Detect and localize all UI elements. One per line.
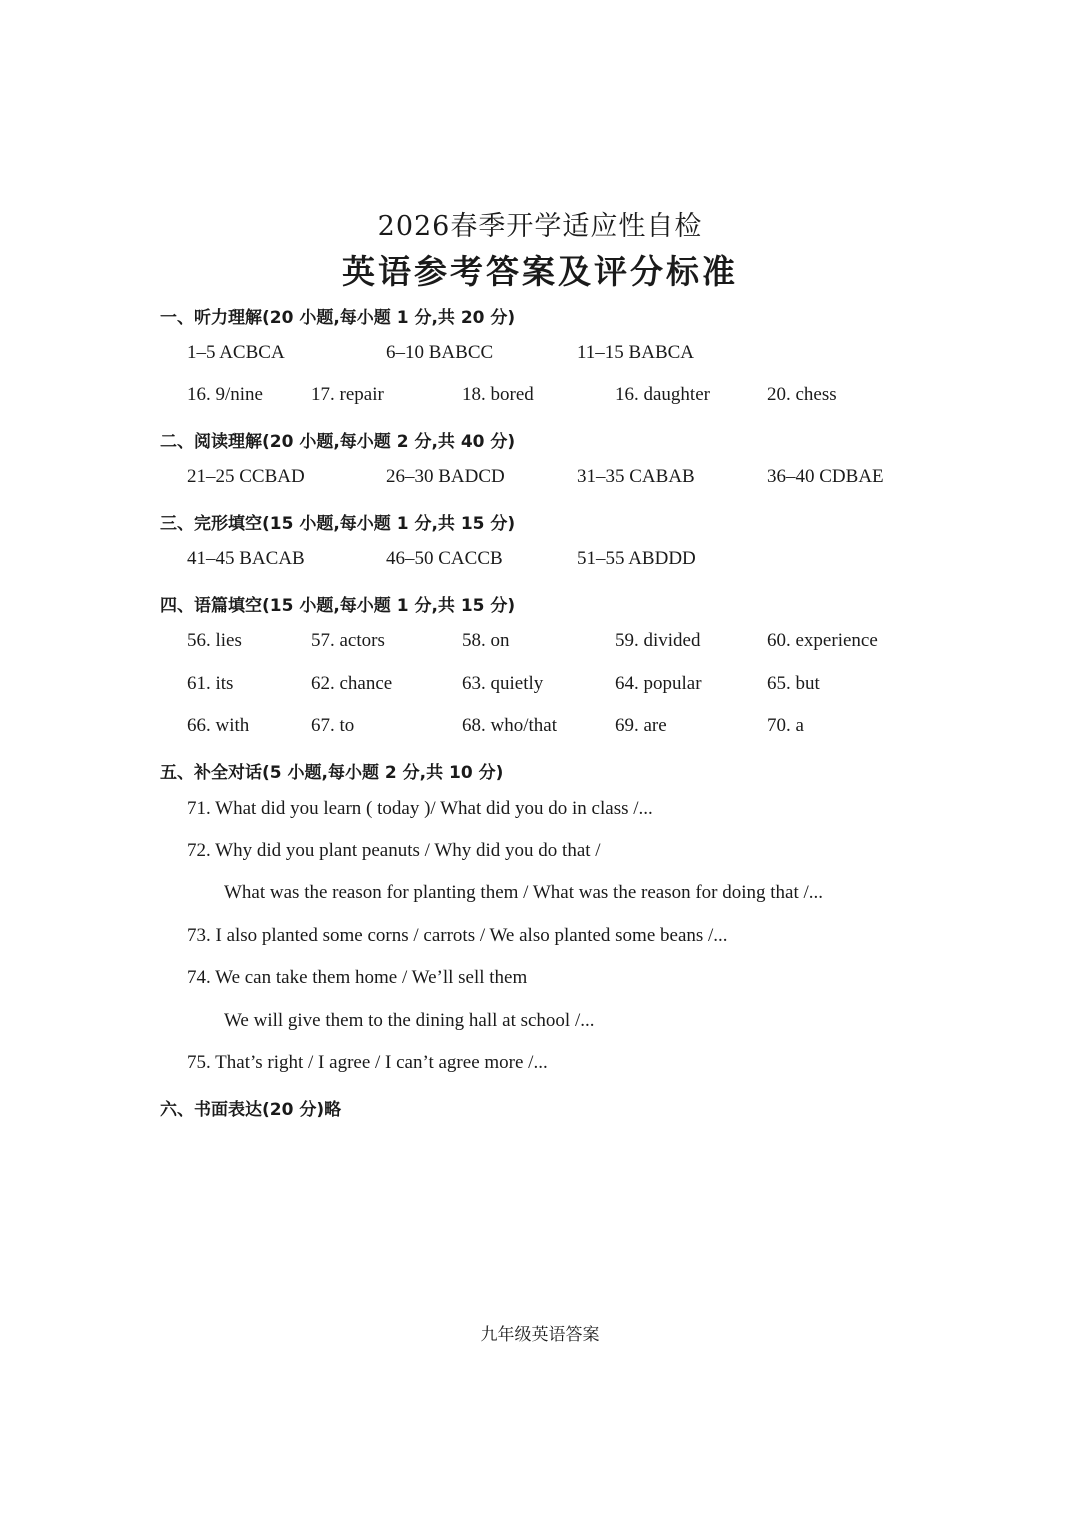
answer-item: 62. chance	[311, 673, 393, 694]
passage-fill-row-2	[0, 673, 1080, 703]
answer-group: 6–10 BABCC	[386, 342, 494, 363]
answer-item: 17. repair	[311, 384, 384, 405]
answer-group: 46–50 CACCB	[386, 548, 503, 569]
section-heading-passage-fill: 四、语篇填空(15 小题,每小题 1 分,共 15 分)	[160, 596, 516, 616]
answer-item: 69. are	[615, 715, 667, 736]
answer-group: 51–55 ABDDD	[577, 548, 696, 569]
answer-item: 64. popular	[615, 673, 702, 694]
answer-item: 61. its	[187, 673, 234, 694]
dialogue-answer-74: 74. We can take them home / We’ll sell them	[187, 967, 528, 988]
answer-item: 60. experience	[767, 630, 878, 651]
answer-item: 56. lies	[187, 630, 242, 651]
page-footer: 九年级英语答案	[480, 1325, 600, 1345]
listening-groups-row	[0, 342, 1080, 372]
page-title: 英语参考答案及评分标准	[342, 252, 738, 291]
dialogue-answer-75: 75. That’s right / I agree / I can’t agree more /...	[187, 1052, 548, 1073]
answer-item: 57. actors	[311, 630, 385, 651]
dialogue-answer-74-continued: We will give them to the dining hall at school /...	[224, 1010, 595, 1031]
section-heading-listening: 一、听力理解(20 小题,每小题 1 分,共 20 分)	[160, 308, 516, 328]
answer-group: 31–35 CABAB	[577, 466, 695, 487]
section-heading-dialogue: 五、补全对话(5 小题,每小题 2 分,共 10 分)	[160, 763, 504, 783]
dialogue-answer-71: 71. What did you learn ( today )/ What did you do in class /...	[187, 798, 653, 819]
answer-item: 67. to	[311, 715, 355, 736]
passage-fill-row-3	[0, 715, 1080, 745]
dialogue-answer-72: 72. Why did you plant peanuts / Why did you do that /	[187, 840, 601, 861]
answer-item: 66. with	[187, 715, 250, 736]
answer-item: 16. 9/nine	[187, 384, 263, 405]
cloze-row	[0, 548, 1080, 578]
answer-group: 26–30 BADCD	[386, 466, 505, 487]
answer-group: 21–25 CCBAD	[187, 466, 305, 487]
answer-item: 20. chess	[767, 384, 837, 405]
dialogue-answer-73: 73. I also planted some corns / carrots / We also planted some beans /...	[187, 925, 728, 946]
answer-group: 36–40 CDBAE	[767, 466, 884, 487]
answer-item: 16. daughter	[615, 384, 710, 405]
section-heading-reading: 二、阅读理解(20 小题,每小题 2 分,共 40 分)	[160, 432, 516, 452]
listening-fill-row	[0, 384, 1080, 414]
section-heading-writing: 六、书面表达(20 分)略	[160, 1100, 342, 1120]
answer-item: 58. on	[462, 630, 510, 651]
passage-fill-row-1	[0, 630, 1080, 660]
exam-subtitle: 2026春季开学适应性自检	[377, 211, 703, 242]
answer-item: 59. divided	[615, 630, 701, 651]
answer-group: 11–15 BABCA	[577, 342, 695, 363]
section-heading-cloze: 三、完形填空(15 小题,每小题 1 分,共 15 分)	[160, 514, 516, 534]
answer-item: 65. but	[767, 673, 820, 694]
answer-item: 63. quietly	[462, 673, 544, 694]
reading-row	[0, 466, 1080, 496]
dialogue-answer-72-continued: What was the reason for planting them / What was the reason for doing that /...	[224, 882, 824, 903]
answer-group: 41–45 BACAB	[187, 548, 305, 569]
answer-group: 1–5 ACBCA	[187, 342, 285, 363]
answer-item: 68. who/that	[462, 715, 557, 736]
answer-item: 18. bored	[462, 384, 534, 405]
answer-item: 70. a	[767, 715, 804, 736]
